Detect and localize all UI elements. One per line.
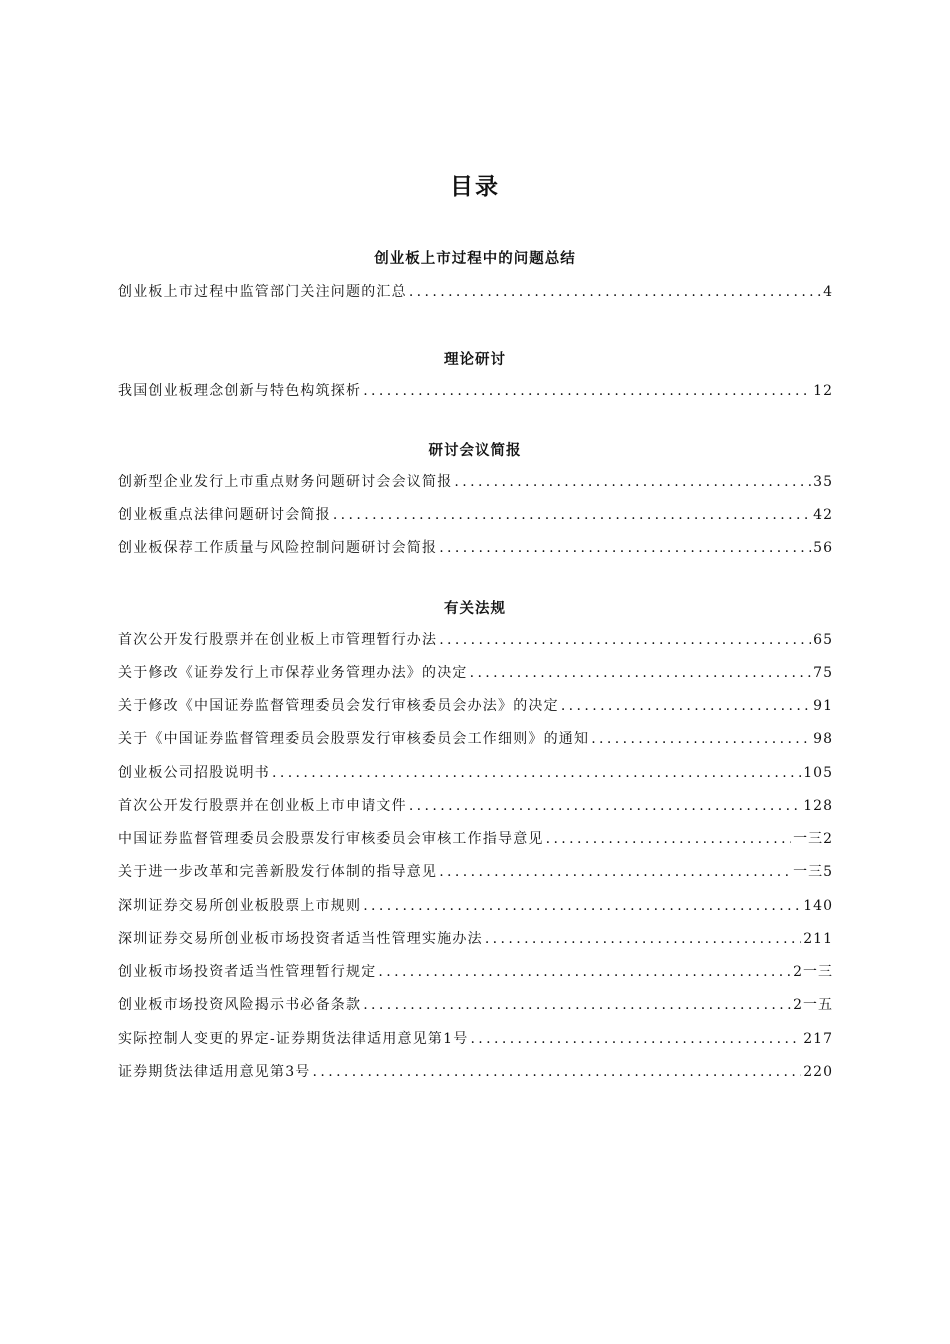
toc-entry[interactable] [118, 895, 833, 917]
toc-entry[interactable] [118, 994, 833, 1016]
toc-entry-page: 2一三 [793, 964, 833, 980]
toc-entry-title: 创业板重点法律问题研讨会简报 [118, 507, 331, 523]
dot-leader [591, 731, 811, 747]
toc-entry-title: 深圳证券交易所创业板股票上市规则 [118, 898, 362, 914]
toc-entry-page: 65 [813, 632, 833, 648]
toc-entry-title: 创新型企业发行上市重点财务问题研讨会会议简报 [118, 474, 453, 490]
toc-entry-title: 实际控制人变更的界定-证券期货法律适用意见第1号 [118, 1031, 469, 1047]
toc-entry-page: 75 [813, 665, 833, 681]
toc-entry-page: 56 [813, 540, 833, 556]
toc-entry-page: 12 [813, 383, 833, 399]
section-heading-seminar-briefs: 研讨会议简报 [428, 443, 522, 459]
toc-entry-title: 创业板市场投资者适当性管理暂行规定 [118, 964, 377, 980]
dot-leader [313, 1064, 802, 1080]
toc-entry-title: 首次公开发行股票并在创业板上市申请文件 [118, 798, 407, 814]
toc-entry-page: 211 [803, 931, 833, 947]
toc-entry-page: 35 [813, 474, 833, 490]
section-heading-theory: 理论研讨 [444, 352, 506, 368]
toc-entry[interactable] [118, 961, 833, 983]
toc-entry-title: 关于《中国证券监督管理委员会股票发行审核委员会工作细则》的通知 [118, 731, 590, 747]
toc-entry[interactable] [118, 828, 833, 850]
toc-entry[interactable] [118, 281, 833, 303]
toc-entry[interactable] [118, 629, 833, 651]
toc-entry-title: 深圳证券交易所创业板市场投资者适当性管理实施办法 [118, 931, 483, 947]
toc-entry[interactable] [118, 795, 833, 817]
toc-entry-page: 98 [813, 731, 833, 747]
section-heading-problem-summary: 创业板上市过程中的问题总结 [374, 251, 576, 267]
dot-leader [363, 383, 811, 399]
dot-leader [454, 474, 811, 490]
toc-entry[interactable] [118, 662, 833, 684]
dot-leader [439, 864, 791, 880]
toc-entry-page: 140 [803, 898, 833, 914]
dot-leader [363, 898, 801, 914]
toc-entry-page: 一三5 [793, 864, 833, 880]
toc-entry-title: 创业板保荐工作质量与风险控制问题研讨会简报 [118, 540, 438, 556]
toc-entry[interactable] [118, 928, 833, 950]
toc-entry-page: 42 [813, 507, 833, 523]
dot-leader [439, 632, 811, 648]
dot-leader [378, 964, 791, 980]
toc-entry-title: 证券期货法律适用意见第3号 [118, 1064, 311, 1080]
section-heading-regulations: 有关法规 [444, 601, 506, 617]
dot-leader [470, 1031, 801, 1047]
toc-entry[interactable] [118, 728, 833, 750]
toc-entry[interactable] [118, 380, 833, 402]
dot-leader [333, 507, 811, 523]
toc-entry[interactable] [118, 762, 833, 784]
dot-leader [470, 665, 812, 681]
toc-entry[interactable] [118, 1028, 833, 1050]
dot-leader [363, 997, 791, 1013]
dot-leader [561, 698, 811, 714]
toc-entry-page: 105 [803, 765, 833, 781]
toc-entry-title: 我国创业板理念创新与特色构筑探析 [118, 383, 362, 399]
toc-entry[interactable] [118, 861, 833, 883]
toc-entry-title: 首次公开发行股票并在创业板上市管理暂行办法 [118, 632, 438, 648]
toc-entry-page: 217 [803, 1031, 833, 1047]
toc-entry-title: 关于修改《证券发行上市保荐业务管理办法》的决定 [118, 665, 468, 681]
toc-entry-page: 220 [803, 1064, 833, 1080]
toc-entry-page: 一三2 [793, 831, 833, 847]
toc-entry-page: 2一五 [793, 997, 833, 1013]
toc-entry-title: 创业板市场投资风险揭示书必备条款 [118, 997, 362, 1013]
dot-leader [485, 931, 801, 947]
toc-entry-title: 中国证券监督管理委员会股票发行审核委员会审核工作指导意见 [118, 831, 544, 847]
page-title: 目录 [450, 174, 500, 200]
toc-entry[interactable] [118, 504, 833, 526]
dot-leader [439, 540, 811, 556]
toc-entry-page: 4 [823, 284, 833, 300]
toc-entry-title: 创业板上市过程中监管部门关注问题的汇总 [118, 284, 407, 300]
dot-leader [409, 284, 821, 300]
toc-entry[interactable] [118, 471, 833, 493]
toc-entry[interactable] [118, 695, 833, 717]
toc-entry[interactable] [118, 1061, 833, 1083]
dot-leader [546, 831, 791, 847]
toc-entry-title: 创业板公司招股说明书 [118, 765, 270, 781]
toc-entry-page: 128 [803, 798, 833, 814]
toc-entry-page: 91 [813, 698, 833, 714]
toc-entry-title: 关于修改《中国证券监督管理委员会发行审核委员会办法》的决定 [118, 698, 559, 714]
toc-entry-title: 关于进一步改革和完善新股发行体制的指导意见 [118, 864, 438, 880]
dot-leader [409, 798, 801, 814]
dot-leader [272, 765, 801, 781]
toc-entry[interactable] [118, 537, 833, 559]
